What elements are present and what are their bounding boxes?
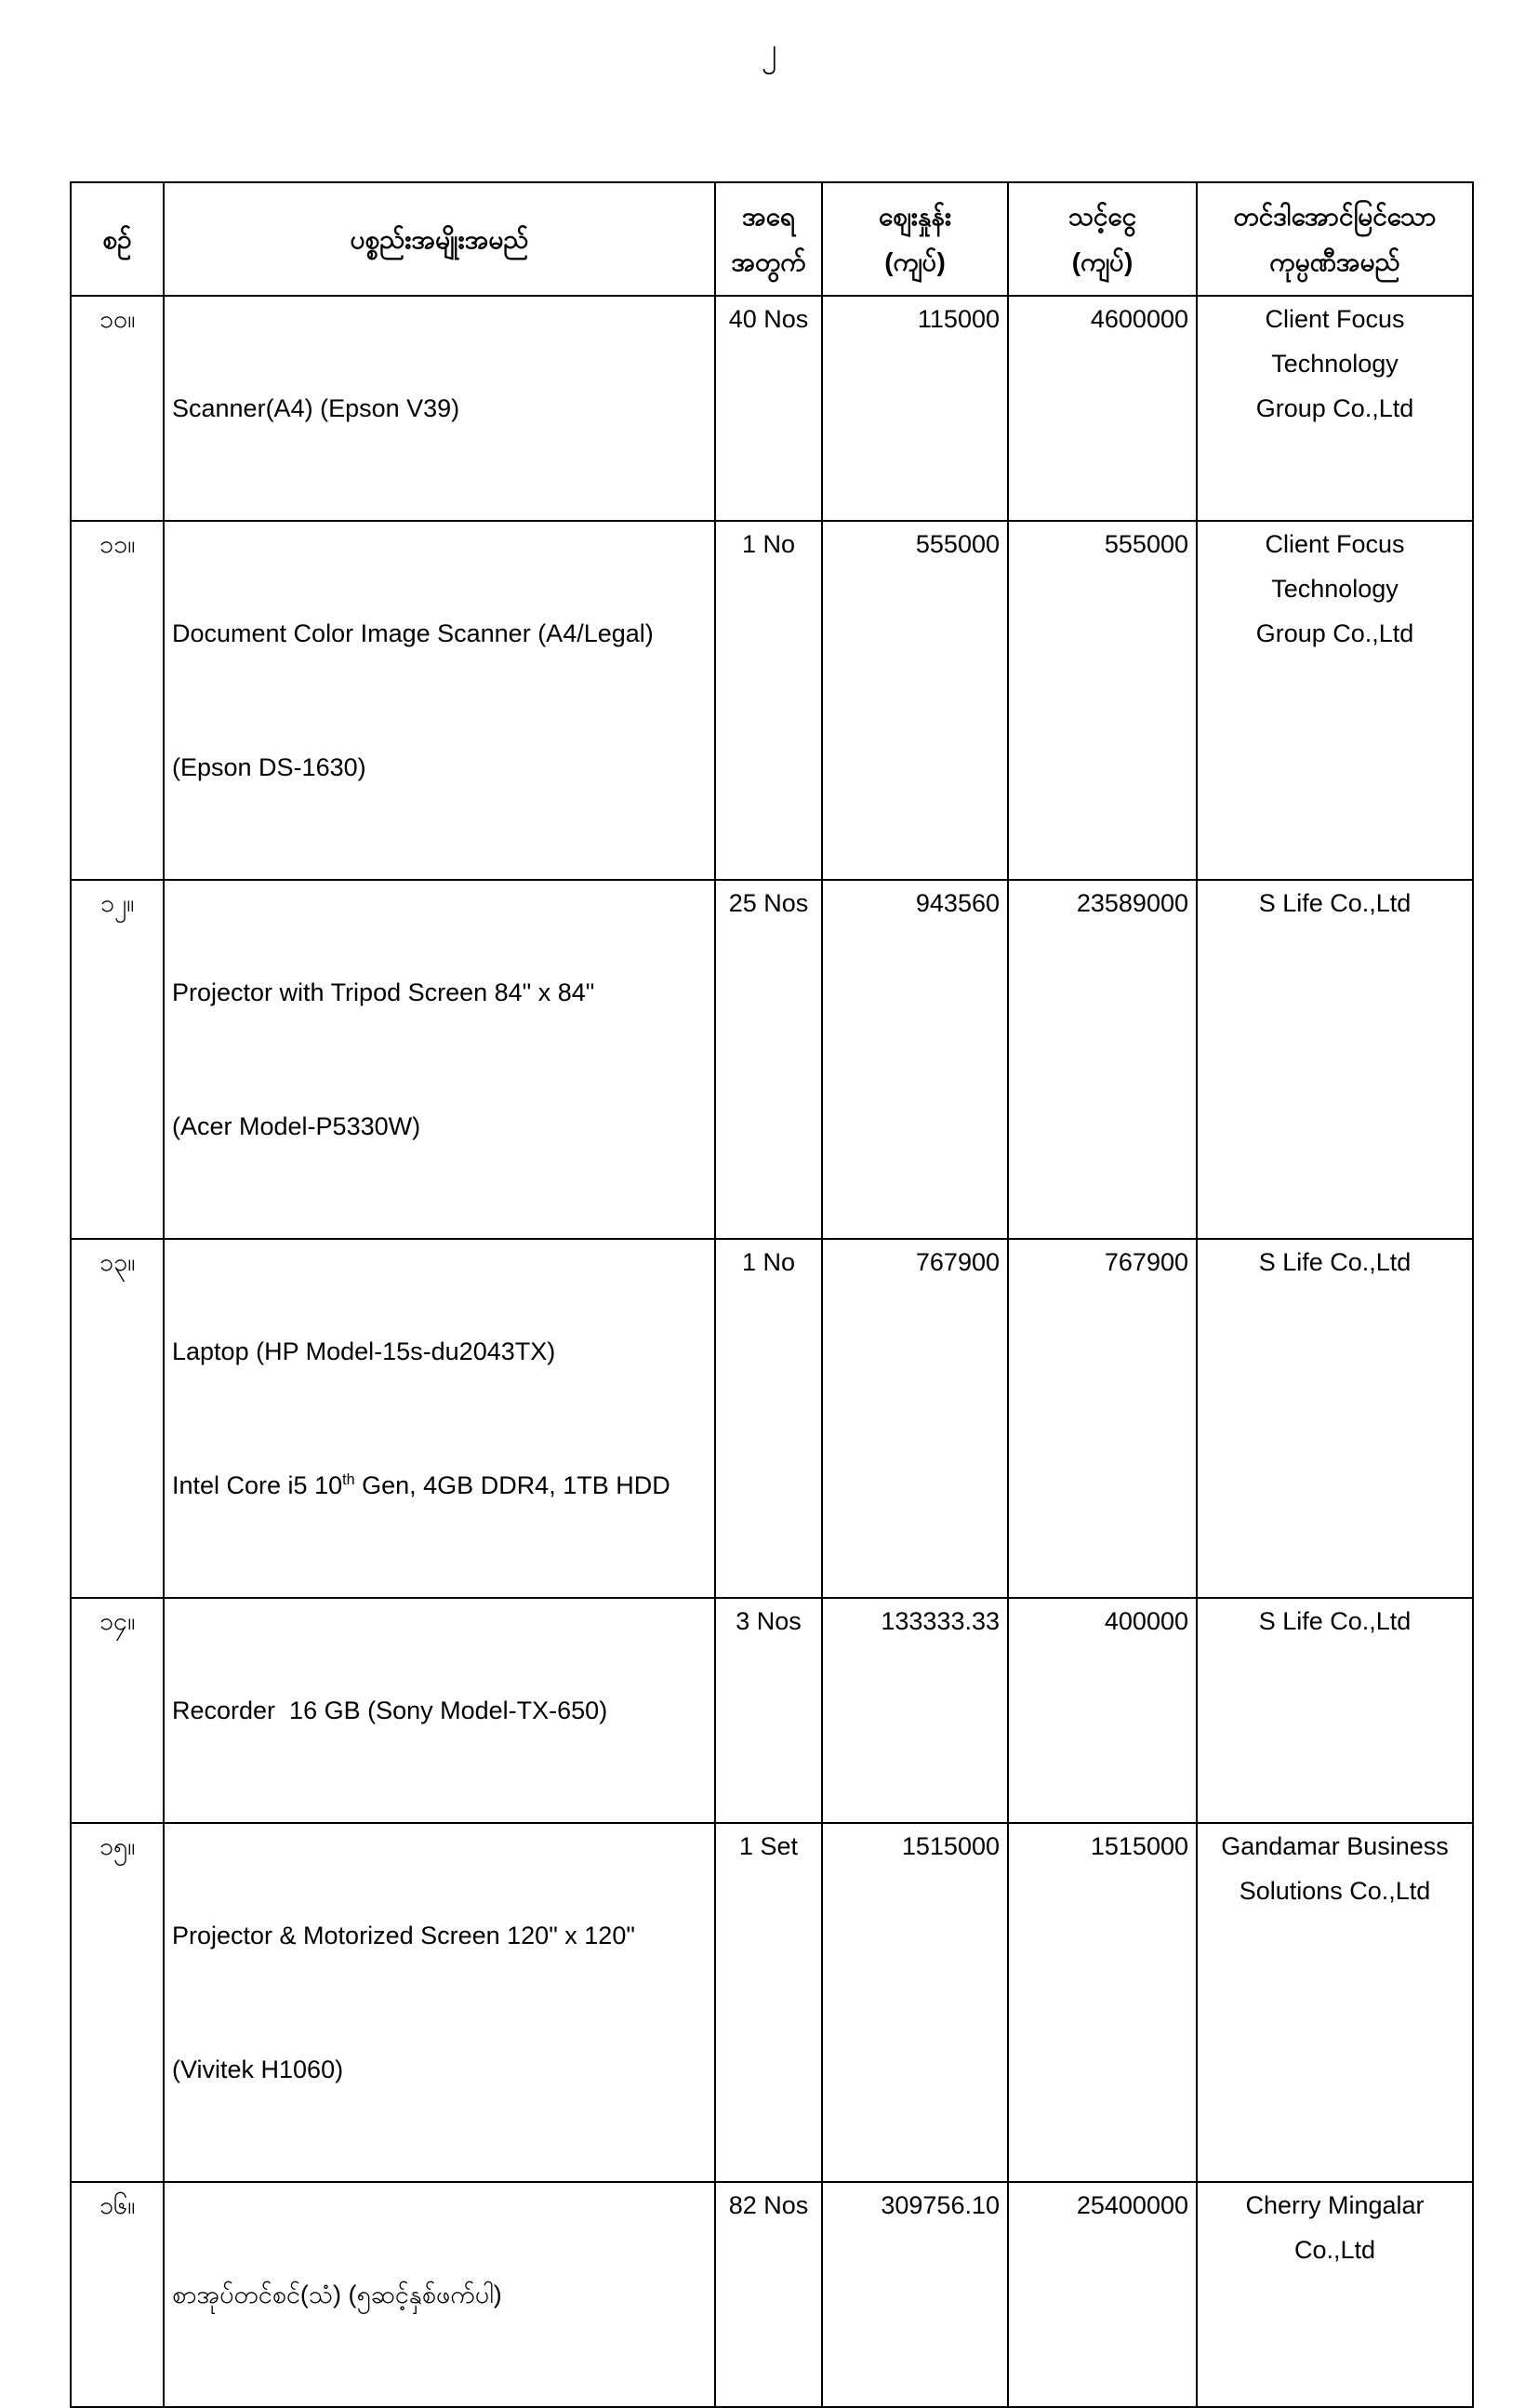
header-quantity — [715, 182, 822, 296]
company-cell — [1197, 880, 1473, 1239]
header-unit-price — [822, 182, 1008, 296]
unit-price-cell: 767900 — [822, 1239, 1008, 1598]
ordinal-superscript: th — [342, 1471, 355, 1488]
company-line1: Gandamar Business — [1221, 1832, 1449, 1860]
table-row — [71, 296, 1473, 521]
serial-cell: ၁၃။ — [71, 1239, 164, 1598]
item-cell — [164, 296, 715, 521]
serial-cell: ၁၂။ — [71, 880, 164, 1239]
item-cell — [164, 880, 715, 1239]
item-line2: (Vivitek H1060) — [172, 2055, 344, 2083]
company-cell — [1197, 1823, 1473, 2182]
item-line1: Projector & Motorized Screen 120" x 120" — [172, 1922, 635, 1949]
amount-cell: 767900 — [1008, 1239, 1197, 1598]
item-line1: Scanner(A4) (Epson V39) — [172, 394, 460, 422]
quantity-cell: 40 Nos — [715, 296, 822, 521]
header-quantity-line1: အရေ — [742, 202, 795, 231]
company-line1: S Life Co.,Ltd — [1258, 1248, 1412, 1276]
amount-cell: 23589000 — [1008, 880, 1197, 1239]
table-row — [71, 1239, 1473, 1598]
item-line2-post: Gen, 4GB DDR4, 1TB HDD — [354, 1471, 670, 1499]
header-serial: စဥ် — [71, 182, 164, 296]
company-line2: Solutions Co.,Ltd — [1239, 1877, 1431, 1905]
header-unit-price-line1: ဈေးနှုန်း — [878, 202, 952, 231]
company-line1: S Life Co.,Ltd — [1258, 889, 1412, 917]
item-line1: Laptop (HP Model-15s-du2043TX) — [172, 1337, 556, 1365]
serial-cell: ၁၄။ — [71, 1598, 164, 1823]
quantity-cell: 1 Set — [715, 1823, 822, 2182]
table-row — [71, 2182, 1473, 2407]
unit-price-cell: 555000 — [822, 521, 1008, 880]
item-line2: (Acer Model-P5330W) — [172, 1112, 421, 1140]
item-cell — [164, 521, 715, 880]
header-unit-price-line2: (ကျပ်) — [884, 247, 946, 276]
amount-cell: 555000 — [1008, 521, 1197, 880]
quantity-cell: 1 No — [715, 521, 822, 880]
tender-results-table — [70, 181, 1474, 2408]
company-line1: S Life Co.,Ltd — [1258, 1607, 1412, 1635]
header-winning-company — [1197, 182, 1473, 296]
item-cell — [164, 1823, 715, 2182]
item-cell — [164, 2182, 715, 2407]
item-line2-pre: Intel Core i5 10 — [172, 1471, 343, 1499]
item-cell — [164, 1598, 715, 1823]
company-line2: Group Co.,Ltd — [1255, 619, 1414, 647]
amount-cell: 25400000 — [1008, 2182, 1197, 2407]
amount-cell: 1515000 — [1008, 1823, 1197, 2182]
page-number: ၂ — [761, 33, 777, 68]
header-winning-company-line1: တင်ဒါအောင်မြင်သော — [1233, 202, 1437, 231]
company-cell — [1197, 521, 1473, 880]
company-cell — [1197, 2182, 1473, 2407]
item-line1: Document Color Image Scanner (A4/Legal) — [172, 619, 654, 647]
unit-price-cell: 943560 — [822, 880, 1008, 1239]
quantity-cell: 82 Nos — [715, 2182, 822, 2407]
amount-cell: 400000 — [1008, 1598, 1197, 1823]
table-header-row — [71, 182, 1473, 296]
item-line1: Projector with Tripod Screen 84" x 84" — [172, 978, 595, 1006]
unit-price-cell: 133333.33 — [822, 1598, 1008, 1823]
header-item-name: ပစ္စည်းအမျိုးအမည် — [164, 182, 715, 296]
item-line1: စာအုပ်တင်စင်(သံ) (၅ဆင့်နှစ်ဖက်ပါ) — [172, 2281, 502, 2308]
quantity-cell: 1 No — [715, 1239, 822, 1598]
company-line1: Client Focus Technology — [1265, 305, 1405, 378]
item-line2: (Epson DS-1630) — [172, 753, 366, 781]
unit-price-cell: 1515000 — [822, 1823, 1008, 2182]
item-line2 — [172, 1463, 707, 1508]
header-amount — [1008, 182, 1197, 296]
company-line1: Client Focus Technology — [1265, 530, 1405, 603]
unit-price-cell: 115000 — [822, 296, 1008, 521]
serial-cell: ၁၆။ — [71, 2182, 164, 2407]
item-line1: Recorder 16 GB (Sony Model-TX-650) — [172, 1696, 608, 1724]
header-quantity-line2: အတွက် — [731, 247, 806, 276]
header-winning-company-line2: ကုမ္ပဏီအမည် — [1269, 247, 1400, 276]
table-row — [71, 521, 1473, 880]
table-row — [71, 1598, 1473, 1823]
amount-cell: 4600000 — [1008, 296, 1197, 521]
header-amount-line1: သင့်ငွေ — [1067, 202, 1137, 231]
company-line2: Group Co.,Ltd — [1255, 394, 1414, 422]
company-cell — [1197, 296, 1473, 521]
unit-price-cell: 309756.10 — [822, 2182, 1008, 2407]
quantity-cell: 25 Nos — [715, 880, 822, 1239]
company-cell — [1197, 1239, 1473, 1598]
company-line1: Cherry Mingalar Co.,Ltd — [1245, 2191, 1425, 2264]
serial-cell: ၁၅။ — [71, 1823, 164, 2182]
table-row — [71, 880, 1473, 1239]
quantity-cell: 3 Nos — [715, 1598, 822, 1823]
serial-cell: ၁၁။ — [71, 521, 164, 880]
header-amount-line2: (ကျပ်) — [1071, 247, 1134, 276]
company-cell — [1197, 1598, 1473, 1823]
table-row — [71, 1823, 1473, 2182]
item-cell — [164, 1239, 715, 1598]
serial-cell: ၁၀။ — [71, 296, 164, 521]
